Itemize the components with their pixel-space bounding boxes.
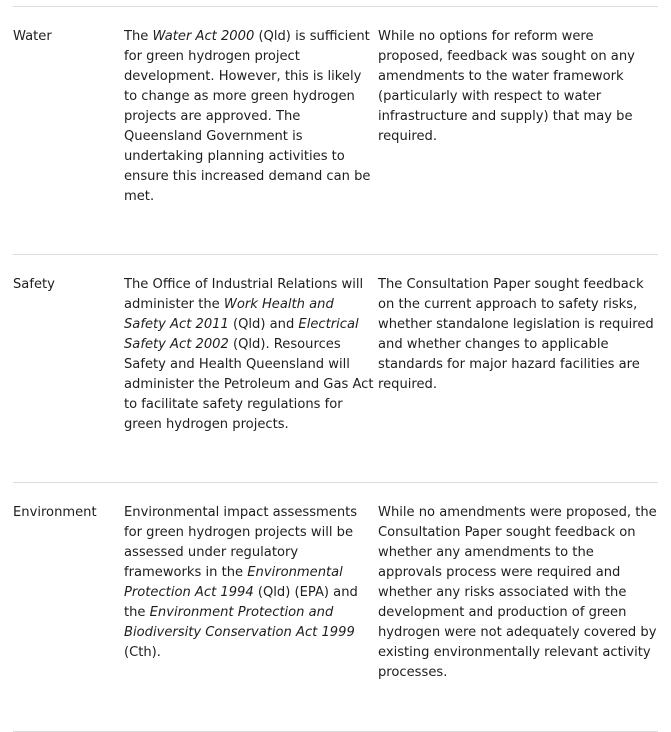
text-run: (Qld) (EPA) and the [124, 585, 358, 620]
act-name: Environment Protection and Biodiversity Conservation Act 1999 [124, 605, 355, 640]
consultation-cell [378, 275, 658, 482]
act-name: Work Health and Safety Act 2011 [124, 297, 334, 332]
text-run: Environmental impact assessments for green hydrogen projects will be assessed under regulatory frameworks in the [124, 505, 358, 580]
current-framework-cell [124, 275, 378, 482]
topic-cell: Environment [13, 505, 97, 520]
text-run: (Cth). [124, 645, 161, 660]
consultation-cell [378, 503, 658, 731]
topic-cell: Water [13, 29, 52, 44]
topic-cell: Safety [13, 277, 55, 292]
table-row-water [13, 7, 658, 254]
text-run: The Office of Industrial Relations will administer the [124, 277, 364, 312]
consultation-cell [378, 27, 658, 254]
regulatory-table [13, 6, 658, 732]
text-run: (Qld) and [228, 317, 299, 332]
act-name: Environmental Protection Act 1994 [124, 565, 343, 600]
table-row-safety [13, 255, 658, 482]
text-run: While no amendments were proposed, the Consultation Paper sought feedback on whether any amendments to the approvals process were required and whether any risks associated with the development and production of green hydrogen were not adequately covered by existing environmentally relevant activity processes. [378, 505, 657, 680]
text-run: (Qld) is sufficient for green hydrogen project development. However, this is likely to change as more green hydrogen projects are approved. The Queensland Government is undertaking planning activities to ensure this increased demand can be met. [124, 29, 371, 204]
current-framework-cell [124, 27, 378, 254]
current-framework-cell [124, 503, 378, 731]
act-name: Electrical Safety Act 2002 [124, 317, 359, 352]
text-run: The Consultation Paper sought feedback on the current approach to safety risks, whether standalone legislation is required and whether changes to applicable standards for major hazard facilities are required. [378, 277, 654, 392]
table-row-environment [13, 483, 658, 731]
act-name: Water Act 2000 [152, 29, 255, 44]
text-run: (Qld). Resources Safety and Health Queensland will administer the Petroleum and Gas Act to facilitate safety regulations for green hydrogen projects. [124, 337, 374, 432]
text-run: While no options for reform were proposed, feedback was sought on any amendments to the water framework (particularly with respect to water infrastructure and supply) that may be required. [378, 29, 635, 144]
text-run: The [124, 29, 153, 44]
